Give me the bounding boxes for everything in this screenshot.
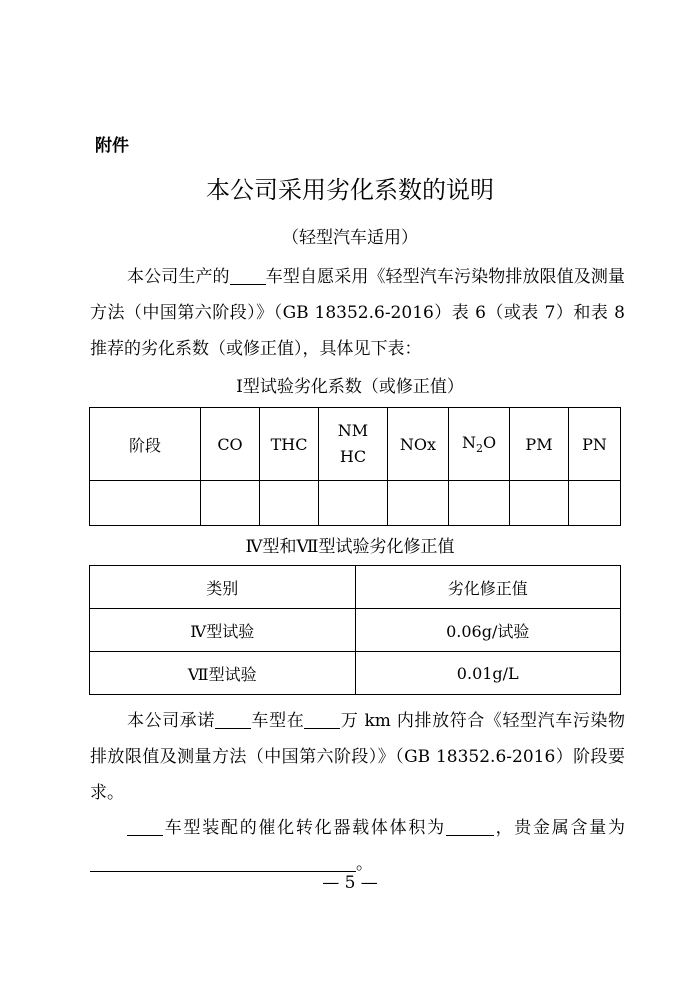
intro-text-a: 本公司生产的 (127, 267, 230, 287)
table-cell (201, 481, 260, 526)
header-stage: 阶段 (90, 408, 201, 481)
header-pm: PM (510, 408, 569, 481)
header-n2o-sub: 2 (475, 442, 483, 456)
commitment-paragraph (90, 703, 625, 811)
table-cell (319, 481, 388, 526)
commitment-text-b: 车型在 (250, 711, 305, 731)
page-title: 本公司采用劣化系数的说明 (206, 176, 494, 204)
header-n2o (449, 408, 510, 481)
vehicle-model-blank (230, 265, 266, 285)
commitment-text-a: 本公司承诺 (127, 711, 215, 731)
header-pn: PN (569, 408, 621, 481)
header-n2o-n: N (461, 432, 476, 452)
page-number: — 5 — (322, 873, 378, 893)
mileage-blank (304, 709, 340, 729)
table-cell (569, 481, 621, 526)
table-cell: 0.01g/L (355, 652, 621, 695)
header-nmhc-text: NMHC (337, 421, 369, 466)
header-correction-value: 劣化修正值 (355, 566, 621, 609)
table-cell (388, 481, 449, 526)
correction-value-table (89, 565, 621, 695)
table-cell (90, 481, 201, 526)
annex-label: 附件 (95, 136, 129, 156)
table2-caption: Ⅳ型和Ⅶ型试验劣化修正值 (245, 537, 455, 557)
table-cell (510, 481, 569, 526)
table1-caption: Ⅰ型试验劣化系数（或修正值） (236, 377, 464, 397)
table-header-row (90, 408, 621, 481)
header-nmhc (319, 408, 388, 481)
header-n2o-o: O (482, 432, 497, 452)
table-cell: Ⅶ型试验 (90, 652, 356, 695)
volume-blank (446, 816, 494, 836)
table-cell: Ⅳ型试验 (90, 609, 356, 652)
catalyst-text-a: 车型装配的催化转化器载体体积为 (163, 818, 446, 838)
table-cell: 0.06g/试验 (355, 609, 621, 652)
table-header-row (90, 566, 621, 609)
table-row (90, 652, 621, 695)
header-category: 类别 (90, 566, 356, 609)
catalyst-text-c: 。 (356, 854, 373, 874)
vehicle-model-blank (127, 816, 163, 836)
deterioration-factor-table (89, 407, 621, 526)
catalyst-text-b: ，贵金属含量为 (493, 818, 626, 838)
catalyst-paragraph (90, 810, 625, 882)
table-row (90, 481, 621, 526)
table-row (90, 609, 621, 652)
table-cell (449, 481, 510, 526)
header-nox: NOx (388, 408, 449, 481)
table-cell (260, 481, 319, 526)
page-subtitle: （轻型汽车适用） (282, 228, 418, 248)
precious-metal-blank (90, 852, 356, 872)
intro-text-b: 车型自愿采用《轻型汽车污染物排放限值及测量方法（中国第六阶段）》（GB 18352.6-2016）表 6（或表 7）和表 8 推荐的劣化系数（或修正值），具体见下表： (90, 267, 626, 359)
intro-paragraph (90, 259, 625, 367)
commitment-text-c: 万 km 内排放符合《轻型汽车污染物排放限值及测量方法（中国第六阶段）》（GB 18352.6-2016）阶段要求。 (90, 711, 626, 803)
header-co: CO (201, 408, 260, 481)
header-thc: THC (260, 408, 319, 481)
vehicle-model-blank (215, 709, 251, 729)
